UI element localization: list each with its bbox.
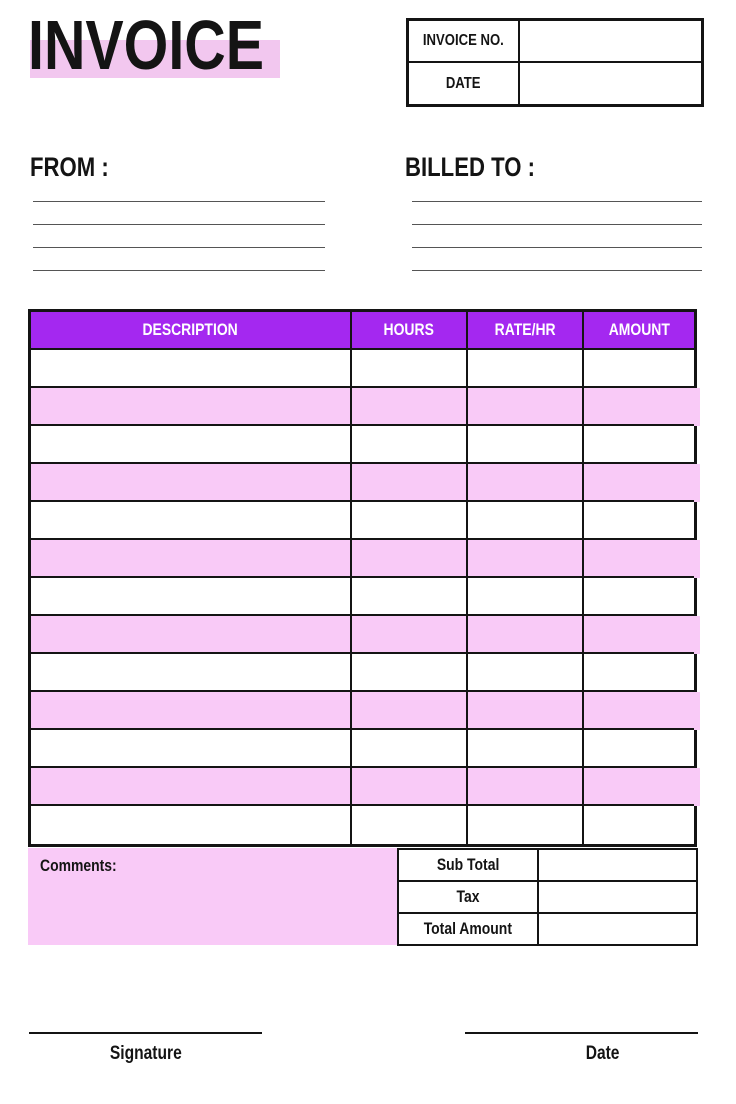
cell-hours[interactable] — [352, 426, 468, 462]
cell-hours[interactable] — [352, 806, 468, 844]
invoice-date-row — [409, 63, 701, 105]
cell-amount[interactable] — [584, 502, 694, 538]
cell-hours[interactable] — [352, 730, 468, 766]
table-row — [31, 464, 694, 502]
cell-rate[interactable] — [468, 426, 584, 462]
subtotal-field[interactable] — [537, 848, 698, 882]
cell-hours[interactable] — [352, 654, 468, 690]
tax-row — [397, 880, 698, 914]
billed-to-write-line[interactable] — [412, 202, 702, 225]
invoice-no-label: INVOICE NO. — [409, 21, 520, 61]
table-row — [31, 540, 694, 578]
tax-label: Tax — [397, 880, 539, 914]
date-line[interactable] — [465, 1032, 698, 1034]
from-write-line[interactable] — [33, 225, 325, 248]
cell-amount[interactable] — [584, 692, 694, 728]
from-lines — [33, 179, 325, 271]
cell-rate[interactable] — [468, 654, 584, 690]
cell-amount[interactable] — [584, 426, 694, 462]
cell-desc[interactable] — [31, 654, 352, 690]
cell-hours[interactable] — [352, 768, 468, 804]
cell-hours[interactable] — [352, 464, 468, 500]
cell-rate[interactable] — [468, 540, 584, 576]
invoice-date-field[interactable] — [520, 63, 701, 105]
table-row — [31, 388, 694, 426]
billed-to-write-line[interactable] — [412, 248, 702, 271]
header-rate-hr: RATE/HR — [468, 312, 584, 348]
table-row — [31, 578, 694, 616]
from-write-line[interactable] — [33, 179, 325, 202]
cell-rate[interactable] — [468, 464, 584, 500]
from-label: FROM : — [30, 152, 109, 182]
cell-desc[interactable] — [31, 540, 352, 576]
invoice-no-row — [409, 21, 701, 63]
page-title: INVOICE — [28, 6, 265, 84]
table-row — [31, 768, 694, 806]
cell-desc[interactable] — [31, 388, 352, 424]
table-row — [31, 654, 694, 692]
total-amount-field[interactable] — [537, 912, 698, 946]
table-row — [31, 616, 694, 654]
table-row — [31, 350, 694, 388]
tax-field[interactable] — [537, 880, 698, 914]
cell-amount[interactable] — [584, 540, 694, 576]
cell-amount[interactable] — [584, 730, 694, 766]
table-body — [31, 350, 694, 844]
cell-rate[interactable] — [468, 578, 584, 614]
cell-hours[interactable] — [352, 388, 468, 424]
table-row — [31, 806, 694, 844]
total-amount-row — [397, 912, 698, 946]
cell-amount[interactable] — [584, 388, 694, 424]
invoice-date-label: DATE — [409, 63, 520, 105]
header-amount: AMOUNT — [608, 320, 670, 339]
cell-amount[interactable] — [584, 578, 694, 614]
cell-desc[interactable] — [31, 730, 352, 766]
cell-rate[interactable] — [468, 502, 584, 538]
cell-hours[interactable] — [352, 540, 468, 576]
cell-rate[interactable] — [468, 768, 584, 804]
cell-hours[interactable] — [352, 616, 468, 652]
from-write-line[interactable] — [33, 248, 325, 271]
cell-rate[interactable] — [468, 388, 584, 424]
billed-to-write-line[interactable] — [412, 225, 702, 248]
invoice-meta-box — [406, 18, 704, 107]
cell-amount[interactable] — [584, 806, 694, 844]
cell-hours[interactable] — [352, 350, 468, 386]
cell-desc[interactable] — [31, 350, 352, 386]
cell-amount[interactable] — [584, 768, 694, 804]
invoice-no-field[interactable] — [520, 21, 701, 61]
signature-label: Signature — [109, 1043, 182, 1064]
header-hours: HOURS — [352, 312, 468, 348]
cell-rate[interactable] — [468, 616, 584, 652]
cell-desc[interactable] — [31, 578, 352, 614]
billed-to-label: BILLED TO : — [405, 152, 535, 182]
subtotal-row — [397, 848, 698, 882]
billed-to-lines — [412, 179, 702, 271]
cell-amount[interactable] — [584, 654, 694, 690]
cell-hours[interactable] — [352, 578, 468, 614]
cell-desc[interactable] — [31, 464, 352, 500]
totals-section — [397, 848, 698, 946]
cell-desc[interactable] — [31, 426, 352, 462]
cell-desc[interactable] — [31, 692, 352, 728]
cell-rate[interactable] — [468, 806, 584, 844]
cell-hours[interactable] — [352, 502, 468, 538]
cell-desc[interactable] — [31, 502, 352, 538]
table-row — [31, 502, 694, 540]
cell-desc[interactable] — [31, 616, 352, 652]
table-header-row — [31, 312, 694, 350]
from-write-line[interactable] — [33, 202, 325, 225]
date-label: Date — [585, 1043, 620, 1064]
cell-desc[interactable] — [31, 768, 352, 804]
line-items-table — [28, 309, 697, 847]
comments-box[interactable] — [28, 848, 397, 945]
title-block — [28, 6, 328, 90]
comments-label: Comments: — [40, 856, 117, 875]
subtotal-label: Sub Total — [397, 848, 539, 882]
cell-amount[interactable] — [584, 464, 694, 500]
billed-to-write-line[interactable] — [412, 179, 702, 202]
total-amount-label: Total Amount — [397, 912, 539, 946]
cell-amount[interactable] — [584, 616, 694, 652]
table-row — [31, 426, 694, 464]
table-row — [31, 730, 694, 768]
header-description: DESCRIPTION — [31, 312, 352, 348]
cell-rate[interactable] — [468, 730, 584, 766]
cell-amount[interactable] — [584, 350, 694, 386]
signature-line[interactable] — [29, 1032, 262, 1034]
cell-rate[interactable] — [468, 692, 584, 728]
table-row — [31, 692, 694, 730]
cell-rate[interactable] — [468, 350, 584, 386]
cell-hours[interactable] — [352, 692, 468, 728]
cell-desc[interactable] — [31, 806, 352, 844]
